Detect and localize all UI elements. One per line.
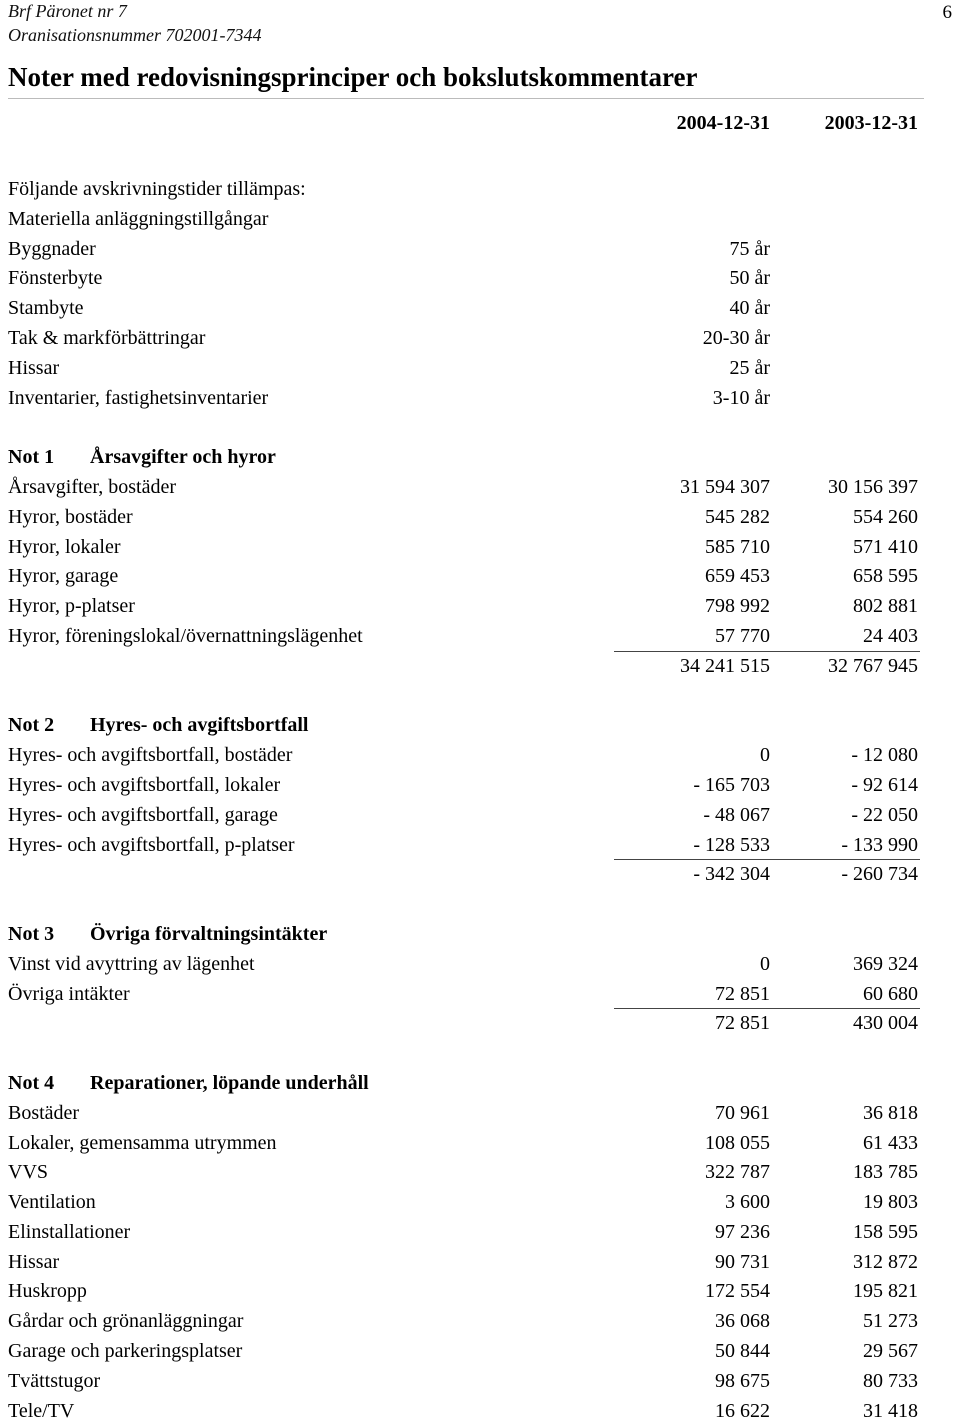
section-gap [0, 413, 960, 443]
page-number: 6 [942, 2, 952, 23]
document-header [8, 0, 262, 48]
table-row: Hyror, lokaler 585 710 571 410 [8, 535, 918, 558]
table-row: Hyror, föreningslokal/övernattningslägenhet 57 770 24 403 [0, 622, 960, 652]
section-gap [0, 1039, 960, 1069]
depreciation-row: Stambyte 40 år [8, 297, 770, 320]
note-2-total: - 342 304 - 260 734 [693, 863, 918, 886]
notes-content [0, 175, 960, 1426]
depreciation-row: Byggnader 75 år [8, 237, 770, 260]
table-row: Elinstallationer 97 236 158 595 [8, 1220, 918, 1243]
table-row: Bostäder 70 961 36 818 [8, 1101, 918, 1124]
table-row: Hyres- och avgiftsbortfall, p-platser - 128 533 - 133 990 [0, 831, 960, 861]
depreciation-row: Tak & markförbättringar 20-30 år [8, 326, 770, 349]
note-3-total: 72 851 430 004 [715, 1012, 918, 1035]
column-year-2004: 2004-12-31 [676, 112, 770, 134]
table-row: Huskropp 172 554 195 821 [8, 1280, 918, 1303]
table-row: Hyror, bostäder 545 282 554 260 [8, 505, 918, 528]
note-4-heading: Not 4 Reparationer, löpande underhåll [8, 1071, 369, 1094]
table-row: VVS 322 787 183 785 [8, 1161, 918, 1184]
table-row: Hyror, p-platser 798 992 802 881 [8, 595, 918, 618]
table-row: Årsavgifter, bostäder 31 594 307 30 156 397 [8, 475, 918, 498]
note-1-heading: Not 1 Årsavgifter och hyror [8, 446, 276, 469]
table-row: Hissar 90 731 312 872 [8, 1250, 918, 1273]
section-gap [0, 682, 960, 712]
org-number: Oranisationsnummer 702001-7344 [8, 25, 262, 45]
org-name: Brf Päronet nr 7 [8, 1, 127, 21]
table-row: Hyres- och avgiftsbortfall, bostäder 0 - 12 080 [8, 744, 918, 767]
table-row: Hyror, garage 659 453 658 595 [8, 565, 918, 588]
depreciation-row: Hissar 25 år [8, 356, 770, 379]
note-1-total: 34 241 515 32 767 945 [680, 654, 918, 677]
note-2-heading: Not 2 Hyres- och avgiftsbortfall [8, 714, 309, 737]
table-row: Övriga intäkter 72 851 60 680 [0, 980, 960, 1010]
table-row: Gårdar och grönanläggningar 36 068 51 273 [8, 1310, 918, 1333]
table-row: Tvättstugor 98 675 80 733 [8, 1369, 918, 1392]
table-row: Hyres- och avgiftsbortfall, garage - 48 067 - 22 050 [8, 803, 918, 826]
depreciation-row: Inventarier, fastighetsinventarier 3-10 år [8, 386, 770, 409]
table-row: Lokaler, gemensamma utrymmen 108 055 61 433 [8, 1131, 918, 1154]
depreciation-subheading: Materiella anläggningstillgångar [8, 207, 269, 230]
column-headers [0, 112, 960, 140]
table-row: Garage och parkeringsplatser 50 844 29 567 [8, 1340, 918, 1363]
table-row: Ventilation 3 600 19 803 [8, 1191, 918, 1214]
page-title: Noter med redovisningsprinciper och bokslutskommentarer [8, 62, 698, 92]
title-divider [8, 98, 924, 99]
note-3-heading: Not 3 Övriga förvaltningsintäkter [8, 922, 328, 945]
section-gap [0, 890, 960, 920]
table-row: Tele/TV 16 622 31 418 [8, 1399, 918, 1422]
table-row: Vinst vid avyttring av lägenhet 0 369 324 [8, 952, 918, 975]
column-year-2003: 2003-12-31 [824, 112, 918, 134]
table-row: Hyres- och avgiftsbortfall, lokaler - 165 703 - 92 614 [8, 773, 918, 796]
depreciation-row: Fönsterbyte 50 år [8, 267, 770, 290]
depreciation-intro: Följande avskrivningstider tillämpas: [8, 178, 306, 200]
